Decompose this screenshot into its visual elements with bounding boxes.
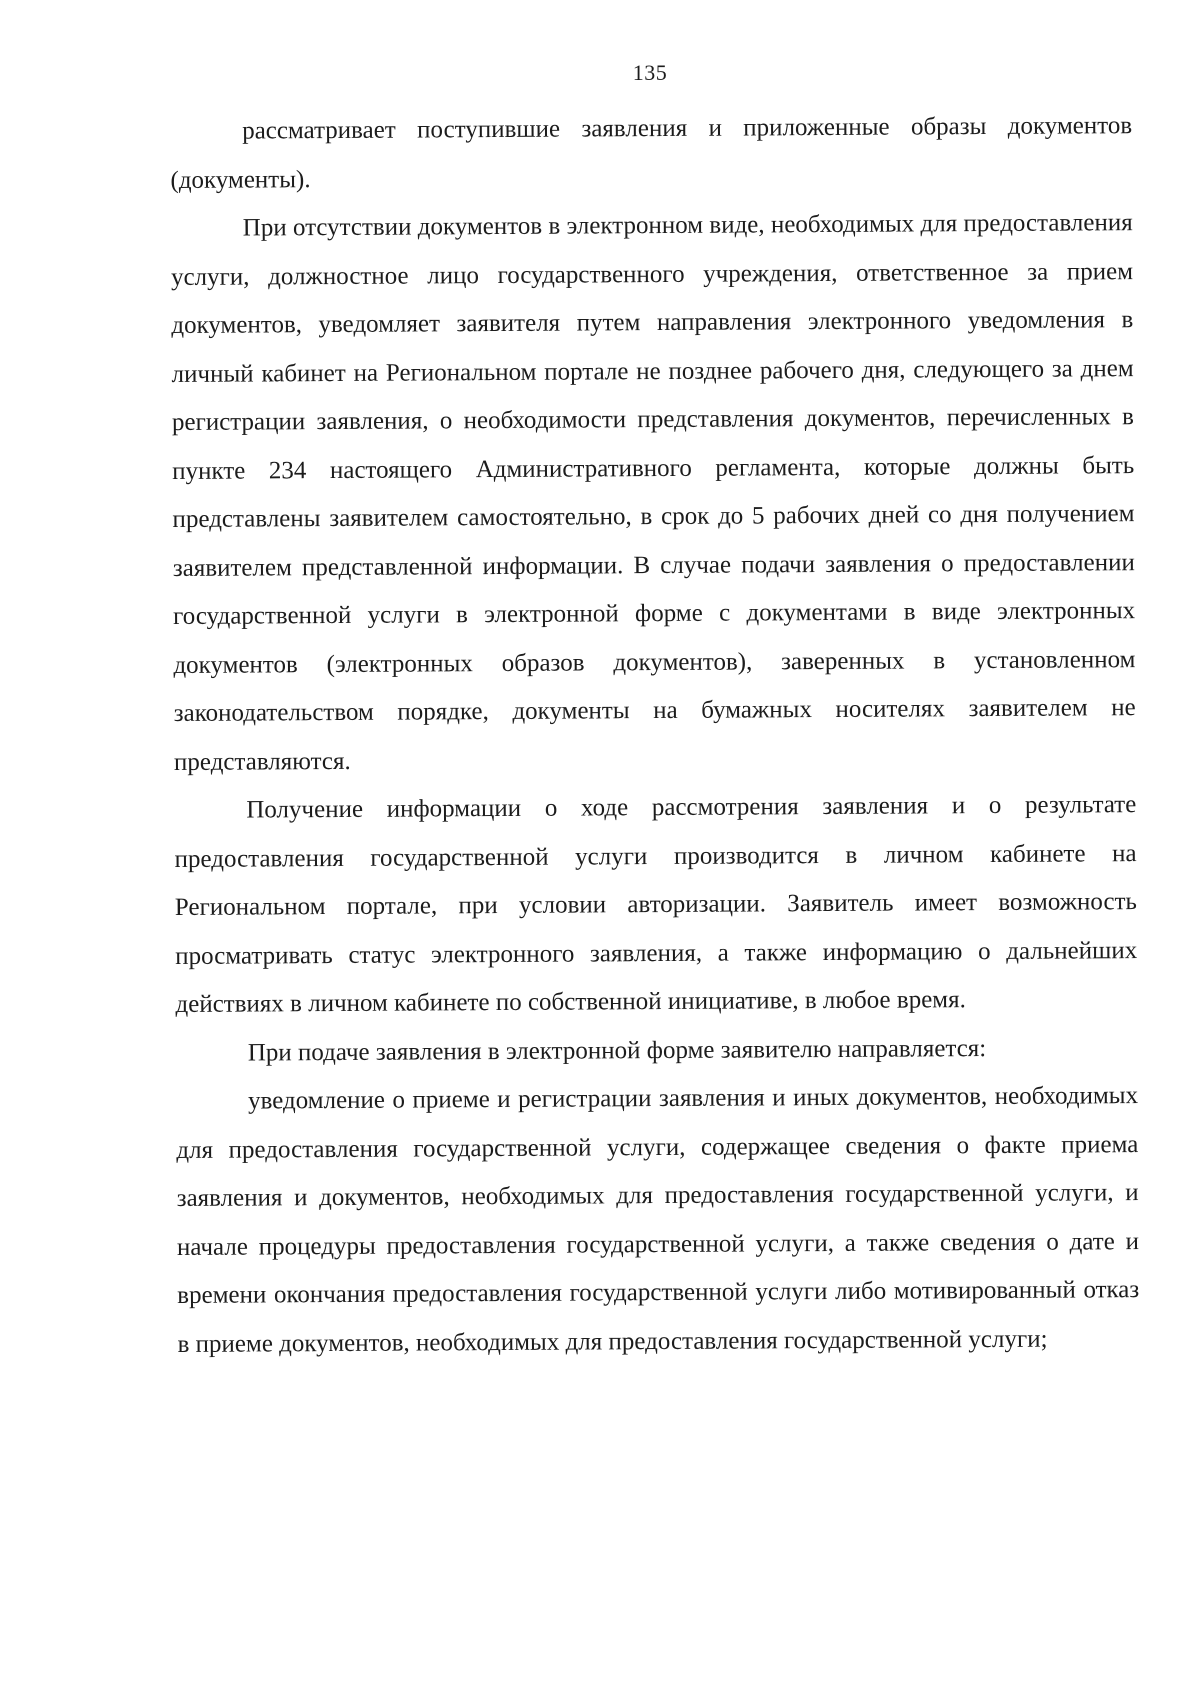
document-body xyxy=(170,102,1140,1369)
paragraph-missing-documents: При отсутствии документов в электронном виде, необходимых для предоставления услуги, должностное лицо государственного учреждения, ответственное за прием документов, уведомляет заявителя путем направления электронного уведомления в личный кабинет на Региональном портале не позднее рабочего дня, следующего за днем регистрации заявления, о необходимости представления документов, перечисленных в пункте 234 настоящего Административного регламента, которые должны быть представлены заявителем самостоятельно, в срок до 5 рабочих дней со дня получением заявителем представленной информации. В случае подачи заявления о предоставлении государственной услуги в электронной форме с документами в виде электронных документов (электронных образов документов), заверенных в установленном законодательством порядке, документы на бумажных носителях заявителем не представляются. xyxy=(170,209,1136,776)
paragraph-status-info: Получение информации о ходе рассмотрения заявления и о результате предоставления государственной услуги производится в личном кабинете на Региональном портале, при условии авторизации. Заявитель имеет возможность просматривать статус электронного заявления, а также информацию о дальнейших действиях в личном кабинете по собственной инициативе, в любое время. xyxy=(174,791,1138,1018)
paragraph-continuation: рассматривает поступившие заявления и приложенные образы документов (документы). xyxy=(170,112,1133,194)
paragraph-notification: уведомление о приеме и регистрации заявления и иных документов, необходимых для предоставления государственной услуги, содержащее сведения о факте приема заявления и документов, необходимых для предоставления государственной услуги, и начале процедуры предоставления государственной услуги, а также сведения о дате и времени окончания предоставления государственной услуги либо мотивированный отказ в приеме документов, необходимых для предоставления государственной услуги; xyxy=(176,1082,1140,1358)
paragraph-electronic-submission: При подаче заявления в электронной форме заявителю направляется: xyxy=(247,1034,987,1067)
page-number: 135 xyxy=(632,60,668,85)
